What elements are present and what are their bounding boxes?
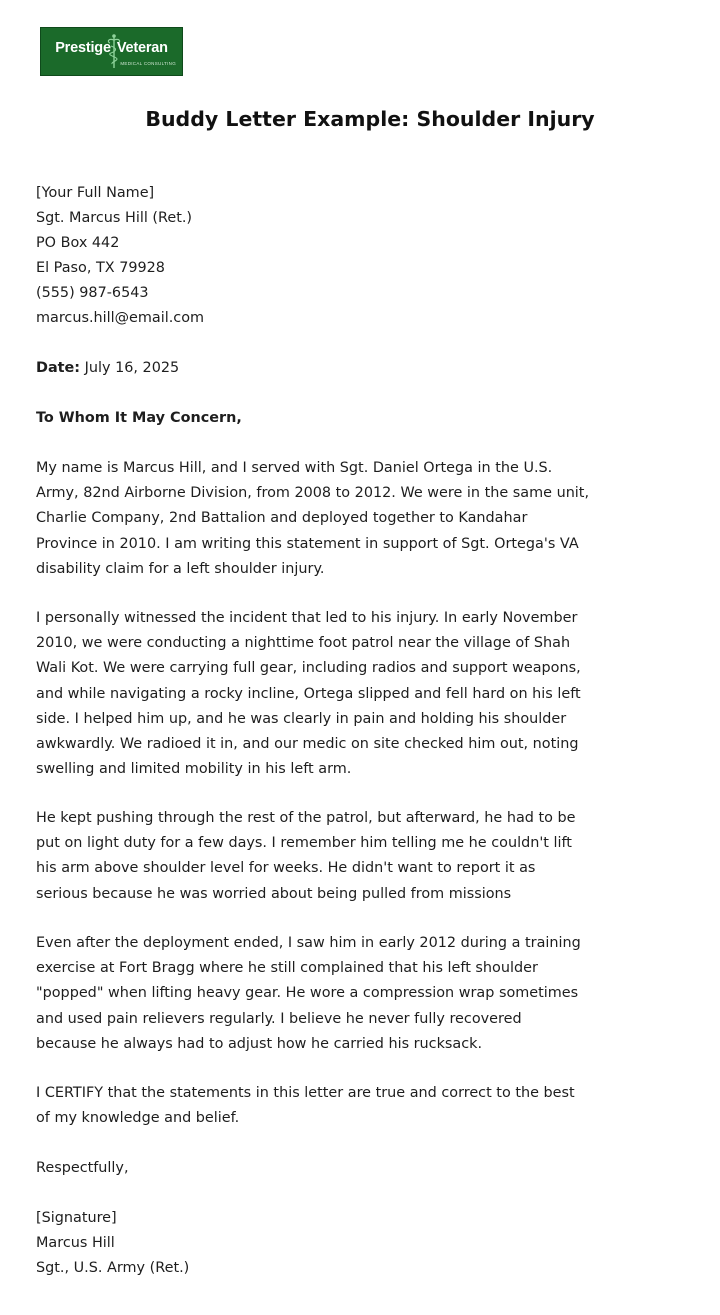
paragraph-line: of my knowledge and belief. <box>36 1110 240 1127</box>
paragraph-line: Province in 2010. I am writing this statement in support of Sgt. Ortega's VA <box>36 535 579 552</box>
sender-line: PO Box 442 <box>36 235 120 251</box>
paragraph-line: swelling and limited mobility in his left arm. <box>36 761 352 778</box>
paragraph-line: My name is Marcus Hill, and I served with Sgt. Daniel Ortega in the U.S. <box>36 460 553 476</box>
paragraph-line: 2010, we were conducting a nighttime foot patrol near the village of Shah <box>36 635 571 652</box>
date-value: July 16, 2025 <box>80 360 180 376</box>
paragraph-line: put on light duty for a few days. I remember him telling me he couldn't lift <box>36 835 572 852</box>
paragraph-line: exercise at Fort Bragg where he still complained that his left shoulder <box>36 960 538 977</box>
sender-line: El Paso, TX 79928 <box>36 260 165 276</box>
paragraph-line: Wali Kot. We were carrying full gear, including radios and support weapons, <box>36 660 581 677</box>
paragraph-service <box>36 456 696 582</box>
sender-email: marcus.hill@email.com <box>36 310 205 326</box>
paragraph-aftermath <box>36 806 696 907</box>
paragraph-line: He kept pushing through the rest of the patrol, but afterward, he had to be <box>36 810 576 826</box>
paragraph-line: Even after the deployment ended, I saw him in early 2012 during a training <box>36 935 581 951</box>
salutation: To Whom It May Concern, <box>36 410 242 426</box>
paragraph-incident <box>36 606 696 782</box>
paragraph-line: serious because he was worried about being pulled from missions <box>36 885 512 902</box>
sender-line: Sgt. Marcus Hill (Ret.) <box>36 210 193 226</box>
logo-brand-right: Veteran <box>116 40 168 56</box>
letter-date <box>36 356 179 381</box>
paragraph-line: awkwardly. We radioed it in, and our medic on site checked him out, noting <box>36 736 579 753</box>
paragraph-line: and used pain relievers regularly. I believe he never fully recovered <box>36 1010 522 1027</box>
paragraph-line: side. I helped him up, and he was clearly in pain and holding his shoulder <box>36 710 567 727</box>
signature-rank: Sgt., U.S. Army (Ret.) <box>36 1260 190 1276</box>
paragraph-certification <box>36 1081 696 1131</box>
paragraph-followup <box>36 931 696 1057</box>
closing: Respectfully, <box>36 1160 129 1176</box>
logo-brand-left: Prestige <box>55 40 111 56</box>
paragraph-line: I CERTIFY that the statements in this letter are true and correct to the best <box>36 1085 575 1101</box>
paragraph-line: Army, 82nd Airborne Division, from 2008 to 2012. We were in the same unit, <box>36 485 590 502</box>
paragraph-line: Charlie Company, 2nd Battalion and deployed together to Kandahar <box>36 510 528 527</box>
sender-line: [Your Full Name] <box>36 185 155 201</box>
sender-line: (555) 987-6543 <box>36 285 149 301</box>
logo-tagline: MEDICAL CONSULTING <box>120 61 176 66</box>
paragraph-line: "popped" when lifting heavy gear. He wore a compression wrap sometimes <box>36 985 579 1002</box>
paragraph-line: because he always had to adjust how he carried his rucksack. <box>36 1035 483 1052</box>
paragraph-line: his arm above shoulder level for weeks. He didn't want to report it as <box>36 860 536 877</box>
paragraph-line: I personally witnessed the incident that led to his injury. In early November <box>36 610 578 626</box>
paragraph-line: and while navigating a rocky incline, Ortega slipped and fell hard on his left <box>36 685 581 702</box>
paragraph-line: disability claim for a left shoulder injury. <box>36 560 325 577</box>
signature-name: Marcus Hill <box>36 1235 115 1251</box>
logo-wordmark <box>41 40 182 56</box>
brand-logo <box>40 27 183 76</box>
signature-placeholder: [Signature] <box>36 1210 117 1226</box>
date-label: Date: <box>36 360 81 376</box>
page-title: Buddy Letter Example: Shoulder Injury <box>145 107 595 131</box>
